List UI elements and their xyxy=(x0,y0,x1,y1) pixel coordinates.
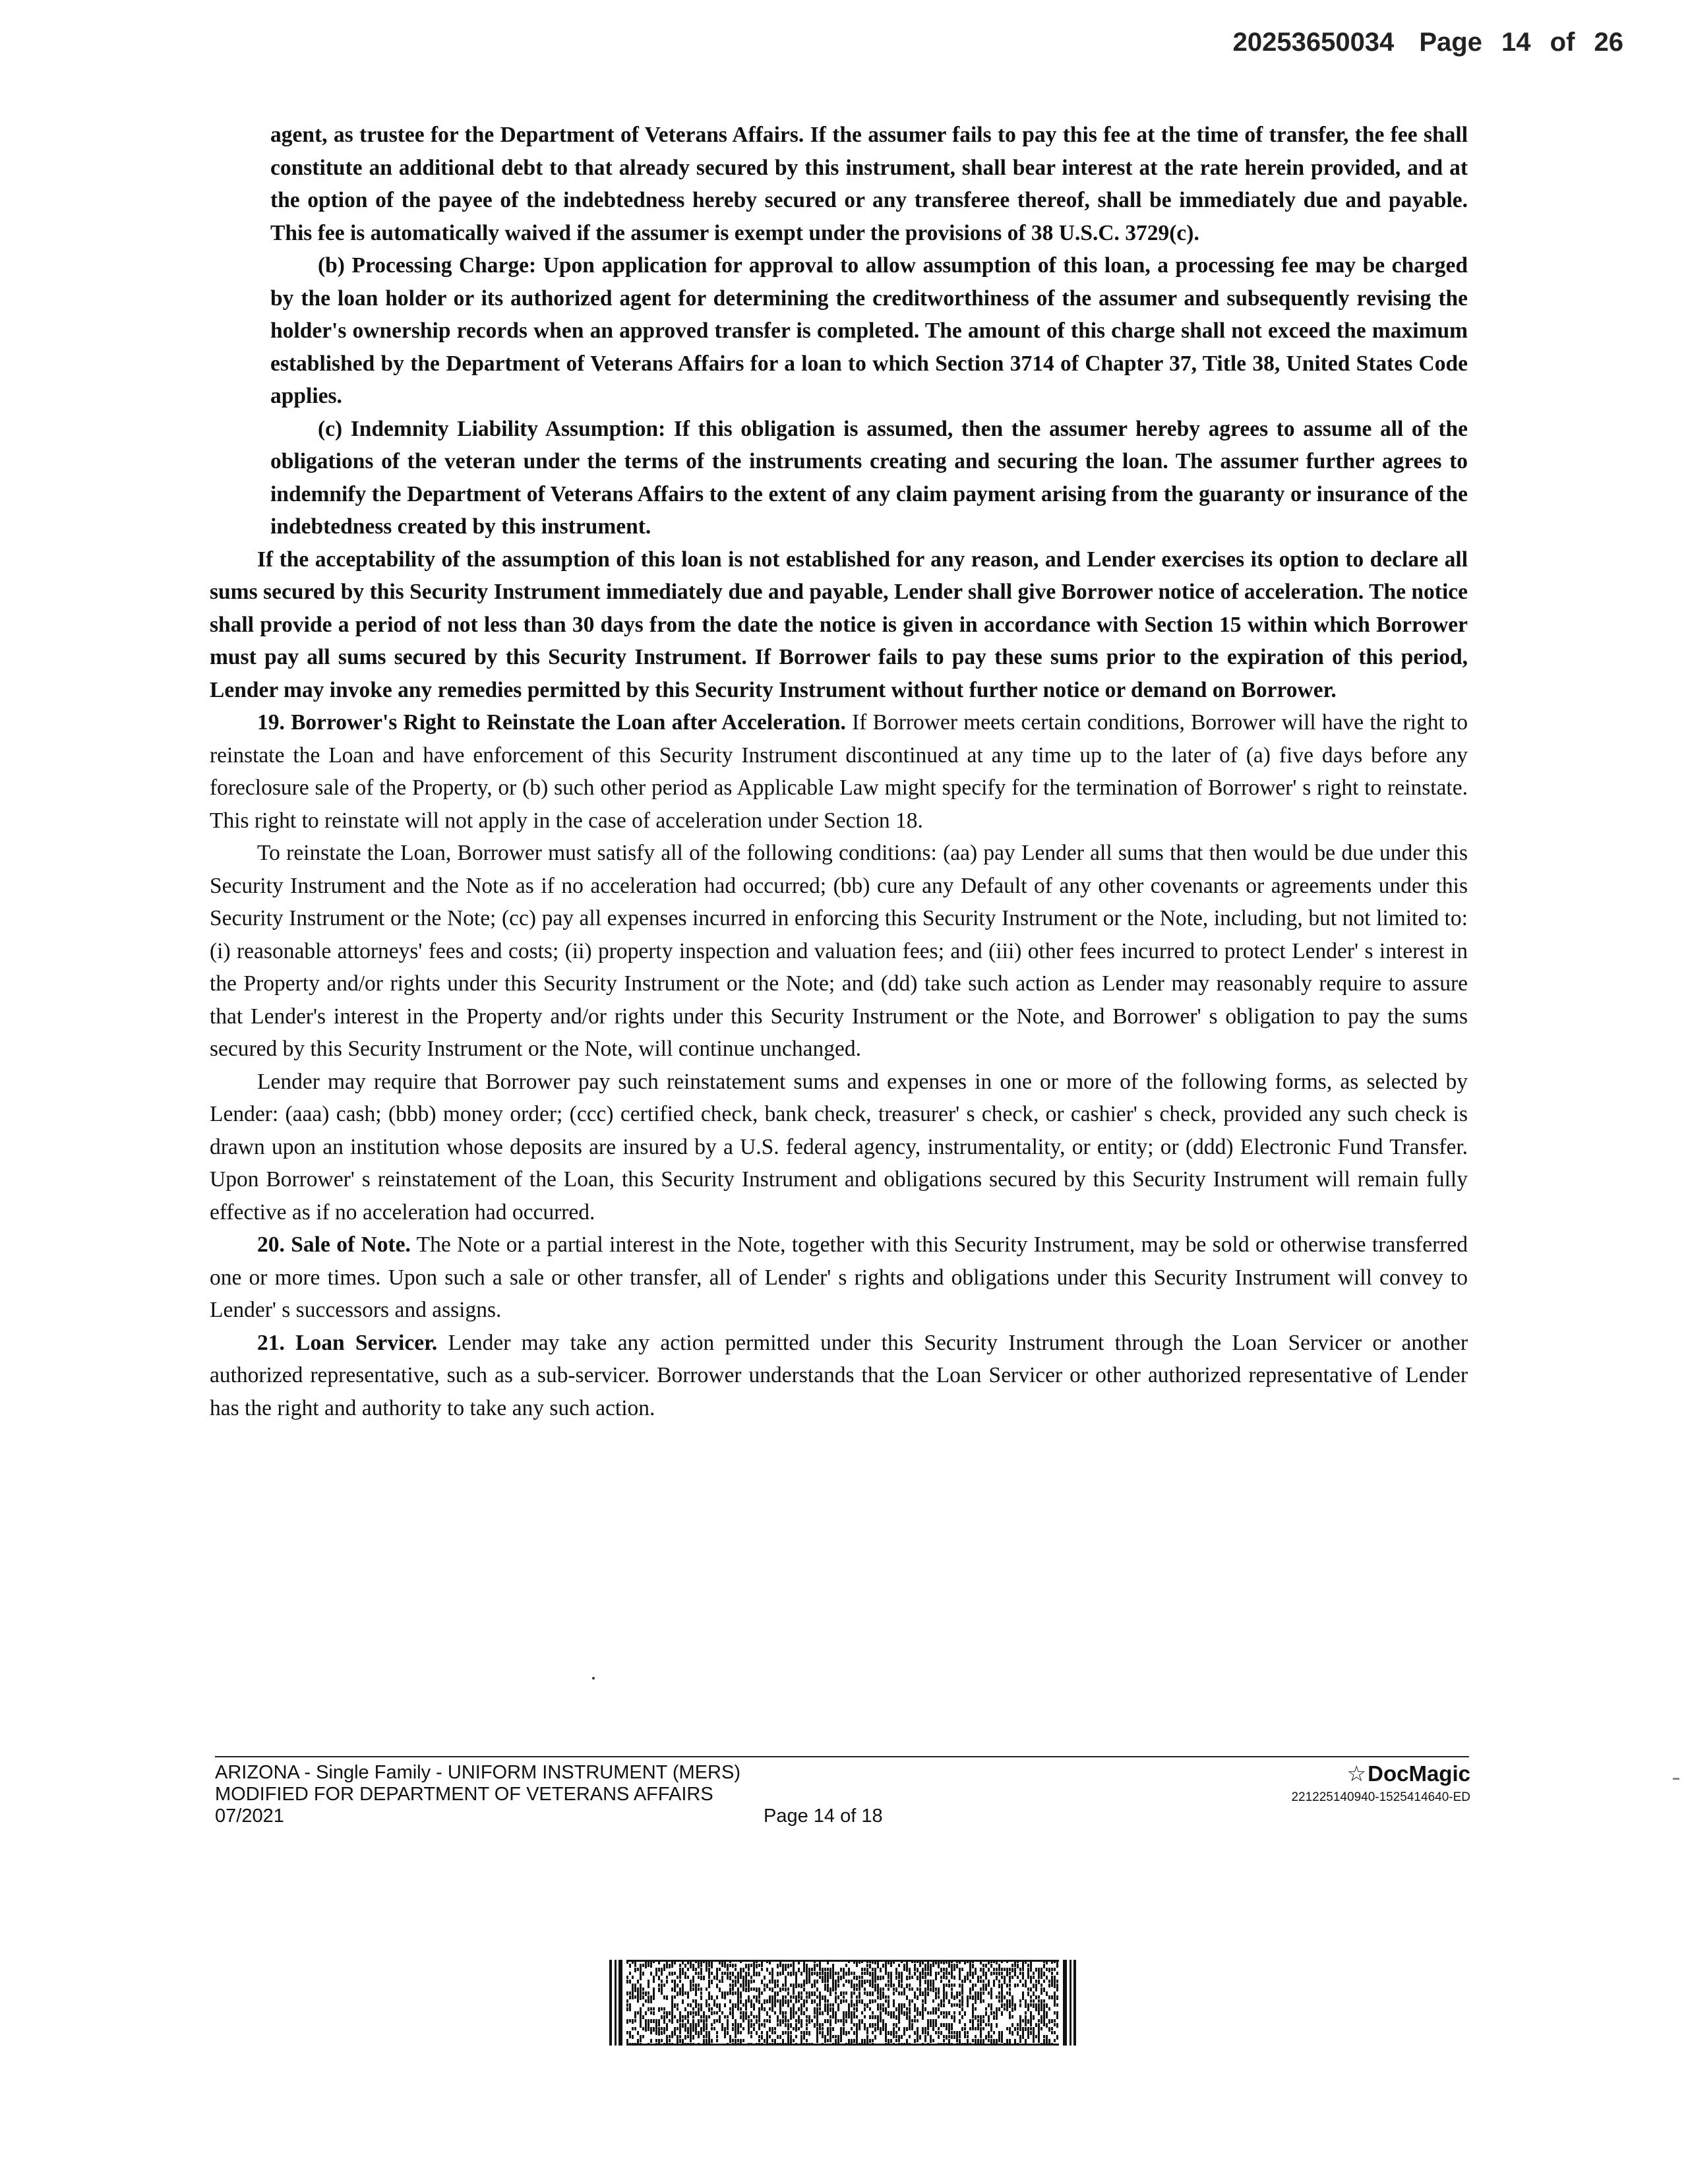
scan-speck xyxy=(592,1677,595,1680)
section-19-payment-forms-paragraph: Lender may require that Borrower pay such reinstatement sums and expenses in one or more of the following forms, as selected by Lender: (aaa) cash; (bbb) money order; (ccc) certified check, bank check, treasurer' s check, or cashier' s check, provided any such check is drawn upon an institution whose deposits are insured by a U.S. federal agency, instrumentality, or entity; or (ddd) Electronic Fund Transfer. Upon Borrower' s reinstatement of the Loan, this Security Instrument and obligations secured by this Security Instrument will remain fully effective as if no acceleration had occurred. xyxy=(210,1069,1468,1225)
section-19-paragraph xyxy=(210,706,1468,837)
form-date: 07/2021 xyxy=(215,1805,284,1827)
form-state-line: ARIZONA - Single Family - UNIFORM INSTRUMENT (MERS) xyxy=(215,1762,741,1783)
docmagic-logo xyxy=(1291,1761,1470,1786)
form-modified-line: MODIFIED FOR DEPARTMENT OF VETERANS AFFAIRS xyxy=(215,1784,713,1805)
document-number: 20253650034 xyxy=(1232,28,1395,57)
barcode-image xyxy=(609,1960,1076,2046)
vendor-block xyxy=(1291,1761,1470,1805)
recording-page-number: Page 14 of 26 xyxy=(1419,28,1623,57)
section-20-number: 20. xyxy=(257,1232,285,1257)
star-icon: ☆ xyxy=(1346,1761,1367,1786)
section-21-title: Loan Servicer. xyxy=(295,1330,438,1355)
assumption-subsections xyxy=(210,119,1468,543)
acceptability-paragraph: If the acceptability of the assumption of this loan is not established for any reason, and Lender exercises its option to declare all sums secured by this Security Instrument immediately due and payable, Lender shall give Borrower notice of acceleration. The notice shall provide a period of not less than 30 days from the date the notice is given in accordance with Section 15 within which Borrower must pay all sums secured by this Security Instrument. If Borrower fails to pay these sums prior to the expiration of this period, Lender may invoke any remedies permitted by this Security Instrument without further notice or demand on Borrower. xyxy=(210,547,1468,702)
recording-stamp xyxy=(1233,28,1623,57)
document-body xyxy=(210,119,1468,1424)
section-19-title: Borrower's Right to Reinstate the Loan after Acceleration. xyxy=(291,710,846,735)
section-21-number: 21. xyxy=(257,1330,285,1355)
form-page-number: Page 14 of 18 xyxy=(764,1805,883,1827)
subsection-a-continued: agent, as trustee for the Department of Veterans Affairs. If the assumer fails to pay this fee at the time of transfer, the fee shall constitute an additional debt to that already secured by this instrument, shall bear interest at the rate herein provided, and at the option of the payee of the indebtedness hereby secured or any transferee thereof, shall be immediately due and payable. This fee is automatically waived if the assumer is exempt under the provisions of 38 U.S.C. 3729(c). xyxy=(270,123,1468,245)
section-20-paragraph xyxy=(210,1228,1468,1327)
section-20-text: The Note or a partial interest in the Note, together with this Security Instrument, may be sold or otherwise transferred one or more times. Upon such a sale or other transfer, all of Lender' s rights and obligations under this Security Instrument will convey to Lender' s successors and assigns. xyxy=(210,1232,1468,1322)
section-19-text: If Borrower meets certain conditions, Borrower will have the right to reinstate the Loan and have enforcement of this Security Instrument discontinued at any time up to the later of (a) five days before any foreclosure sale of the Property, or (b) such other period as Applicable Law might specify for the termination of Borrower' s right to reinstate. This right to reinstate will not apply in the case of acceleration under Section 18. xyxy=(210,710,1468,833)
subsection-b-processing-charge: (b) Processing Charge: Upon application for approval to allow assumption of this loan, a processing fee may be charged by the loan holder or its authorized agent for determining the creditworthiness of the assumer and subsequently revising the holder's ownership records when an approved transfer is completed. The amount of this charge shall not exceed the maximum established by the Department of Veterans Affairs for a loan to which Section 3714 of Chapter 37, Title 38, United States Code applies. xyxy=(270,253,1468,408)
section-20-title: Sale of Note. xyxy=(291,1232,411,1257)
form-identification xyxy=(215,1762,740,1827)
section-19-number: 19. xyxy=(257,710,285,735)
footer-divider xyxy=(215,1756,1469,1757)
document-id: 221225140940-1525414640-ED xyxy=(1291,1790,1470,1804)
section-21-text: Lender may take any action permitted under this Security Instrument through the Loan Servicer or another authorized representative, such as a sub-servicer. Borrower understands that the Loan Servicer or other authorized representative of Lender has the right and authority to take any such action. xyxy=(210,1330,1468,1420)
subsection-c-indemnity-liability: (c) Indemnity Liability Assumption: If this obligation is assumed, then the assumer hereby agrees to assume all of the obligations of the veteran under the terms of the instruments creating and securing the loan. The assumer further agrees to indemnify the Department of Veterans Affairs to the extent of any claim payment arising from the guaranty or insurance of the indebtedness created by this instrument. xyxy=(270,416,1468,539)
section-19-conditions-paragraph: To reinstate the Loan, Borrower must satisfy all of the following conditions: (aa) pay Lender all sums that then would be due under this Security Instrument and the Note as if no acceleration had occurred; (bb) cure any Default of any other covenants or agreements under this Security Instrument or the Note; (cc) pay all expenses incurred in enforcing this Security Instrument or the Note, including, but not limited to: (i) reasonable attorneys' fees and costs; (ii) property inspection and valuation fees; and (iii) other fees incurred to protect Lender' s interest in the Property and/or rights under this Security Instrument or the Note; and (dd) take such action as Lender may reasonably require to assure that Lender's interest in the Property and/or rights under this Security Instrument or the Note, and Borrower' s obligation to pay the sums secured by this Security Instrument or the Note, will continue unchanged. xyxy=(210,841,1468,1061)
section-21-paragraph xyxy=(210,1327,1468,1425)
edge-mark xyxy=(1673,1778,1679,1780)
docmagic-brand: DocMagic xyxy=(1368,1761,1470,1786)
